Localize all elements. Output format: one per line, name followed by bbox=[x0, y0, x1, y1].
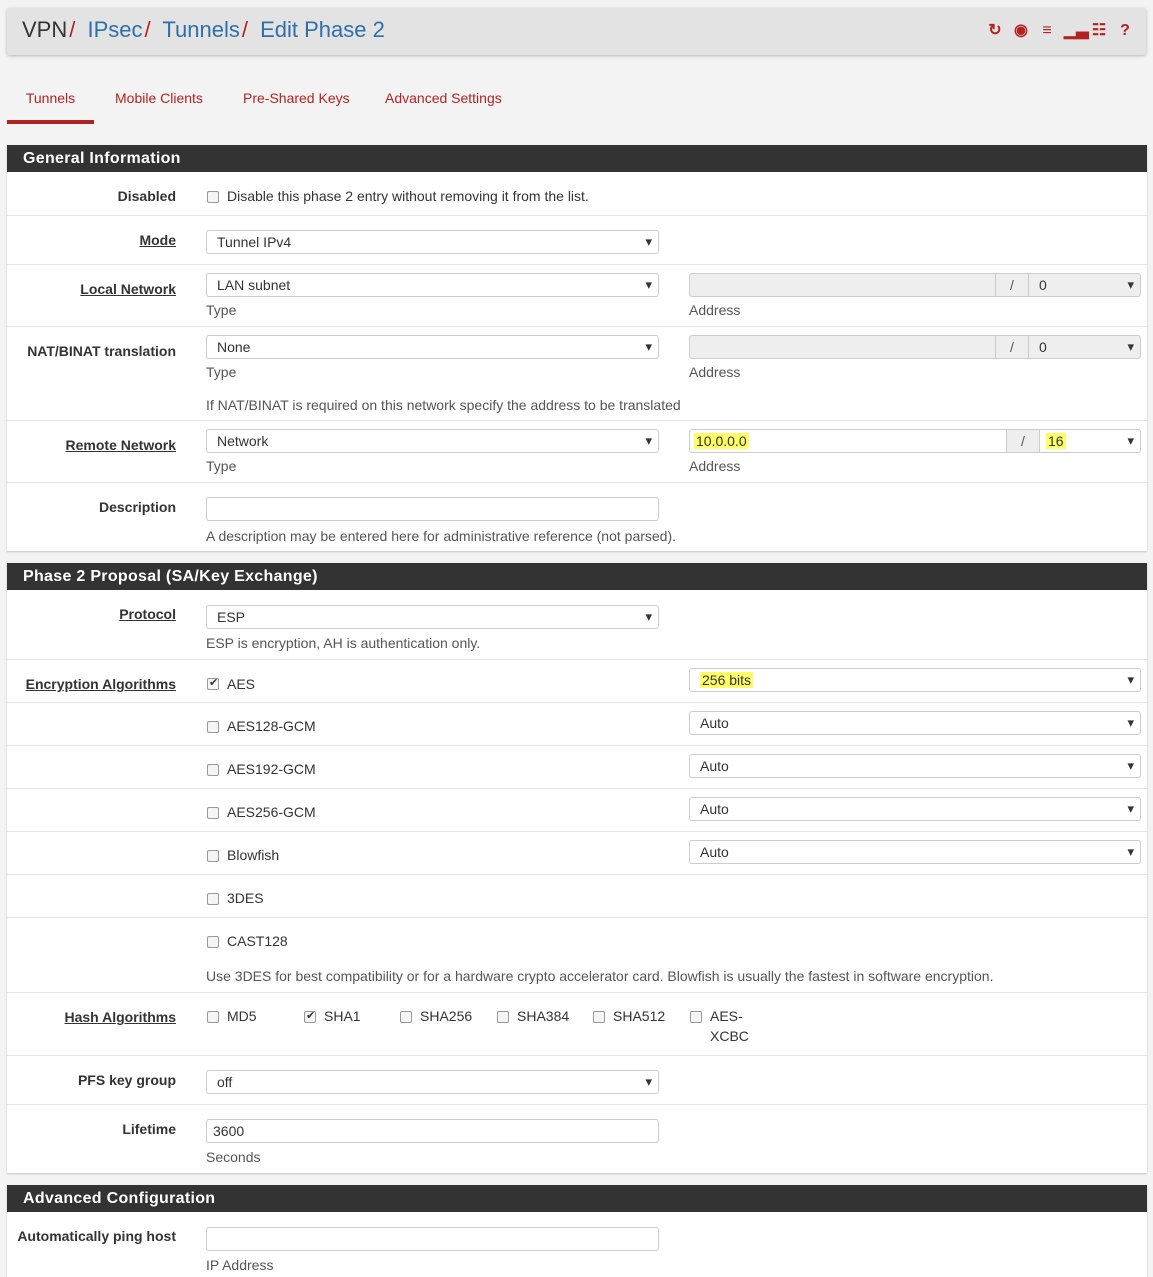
remote-type-help: Type bbox=[206, 458, 237, 474]
nat-address-group bbox=[689, 335, 1141, 359]
remote-address-help: Address bbox=[689, 458, 741, 474]
log-icon[interactable]: ☷ bbox=[1091, 22, 1107, 39]
disabled-label: Disabled bbox=[117, 188, 176, 204]
general-information-title: General Information bbox=[7, 145, 1147, 172]
aes256gcm-checkbox[interactable] bbox=[207, 807, 219, 819]
local-network-label: Local Network bbox=[80, 281, 176, 297]
phase2-proposal-title: Phase 2 Proposal (SA/Key Exchange) bbox=[7, 563, 1147, 590]
aes-xcbc-checkbox[interactable] bbox=[690, 1011, 702, 1023]
tab-tunnels[interactable]: Tunnels bbox=[7, 75, 94, 124]
enc-row-cast128 bbox=[7, 917, 1147, 992]
chart-icon[interactable]: ▁▃ bbox=[1064, 22, 1089, 39]
nat-type-select[interactable]: None ▾ bbox=[206, 335, 659, 359]
nat-slash: / bbox=[996, 335, 1028, 359]
local-mask-select: 0 ▾ bbox=[1028, 273, 1141, 297]
stop-icon[interactable]: ◉ bbox=[1014, 22, 1028, 39]
description-row bbox=[7, 482, 1147, 551]
aes256gcm-keylen-select[interactable]: Auto ▾ bbox=[689, 797, 1141, 821]
aes-keylen-value: 256 bits bbox=[702, 672, 752, 688]
3des-label: 3DES bbox=[227, 890, 264, 906]
local-address-input bbox=[689, 273, 996, 297]
protocol-label: Protocol bbox=[119, 606, 176, 622]
pfs-select[interactable]: off ▾ bbox=[206, 1070, 659, 1094]
tab-mobile-clients[interactable]: Mobile Clients bbox=[115, 90, 203, 106]
reload-icon[interactable]: ↻ bbox=[988, 22, 1002, 39]
md5-checkbox[interactable] bbox=[207, 1011, 219, 1023]
aes128gcm-checkbox[interactable] bbox=[207, 721, 219, 733]
breadcrumb-vpn: VPN bbox=[22, 17, 68, 42]
advanced-configuration-panel bbox=[7, 1185, 1147, 1277]
aes256gcm-label: AES256-GCM bbox=[227, 804, 316, 820]
local-address-help: Address bbox=[689, 302, 741, 318]
local-address-group bbox=[689, 273, 1141, 297]
blowfish-label: Blowfish bbox=[227, 847, 280, 863]
protocol-help: ESP is encryption, AH is authentication only. bbox=[206, 635, 481, 651]
remote-network-label: Remote Network bbox=[65, 437, 176, 453]
disabled-text: Disable this phase 2 entry without removing it from the list. bbox=[227, 188, 589, 204]
description-input[interactable] bbox=[206, 497, 659, 521]
settings-sliders-icon[interactable]: ≡ bbox=[1042, 22, 1052, 39]
cast128-checkbox[interactable] bbox=[207, 936, 219, 948]
lifetime-row bbox=[7, 1104, 1147, 1173]
breadcrumb-ipsec[interactable]: IPsec bbox=[87, 17, 143, 42]
description-help: A description may be entered here for administrative reference (not parsed). bbox=[206, 528, 677, 544]
remote-network-type-select[interactable]: Network ▾ bbox=[206, 429, 659, 453]
aes192gcm-label: AES192-GCM bbox=[227, 761, 316, 777]
ping-host-label: Automatically ping host bbox=[17, 1228, 176, 1244]
enc-row-aes192gcm bbox=[7, 745, 1147, 788]
hash-algorithms-label: Hash Algorithms bbox=[64, 1009, 176, 1025]
aes-xcbc-label: AES- bbox=[710, 1008, 743, 1024]
help-icon[interactable]: ? bbox=[1120, 22, 1130, 39]
enc-row-aes bbox=[7, 659, 1147, 702]
aes-label: AES bbox=[227, 676, 256, 692]
blowfish-checkbox[interactable] bbox=[207, 850, 219, 862]
disabled-row bbox=[7, 172, 1147, 215]
sha384-label: SHA384 bbox=[517, 1008, 570, 1024]
remote-address-group bbox=[689, 429, 1141, 453]
blowfish-keylen-select[interactable]: Auto ▾ bbox=[689, 840, 1141, 864]
aes-xcbc-label-2: XCBC bbox=[710, 1028, 749, 1044]
remote-mask-select[interactable] bbox=[1039, 429, 1141, 453]
sha1-checkbox[interactable] bbox=[304, 1011, 316, 1023]
page-title[interactable]: Edit Phase 2 bbox=[260, 17, 385, 42]
cast128-label: CAST128 bbox=[227, 933, 288, 949]
nat-label: NAT/BINAT translation bbox=[27, 343, 176, 359]
local-network-type-select[interactable]: LAN subnet ▾ bbox=[206, 273, 659, 297]
sha384-checkbox[interactable] bbox=[497, 1011, 509, 1023]
md5-label: MD5 bbox=[227, 1008, 257, 1024]
mode-select[interactable]: Tunnel IPv4 ▾ bbox=[206, 230, 659, 254]
aes128gcm-keylen-select[interactable]: Auto ▾ bbox=[689, 711, 1141, 735]
aes192gcm-keylen-select[interactable]: Auto ▾ bbox=[689, 754, 1141, 778]
pfs-label: PFS key group bbox=[77, 1072, 176, 1088]
sha256-label: SHA256 bbox=[420, 1008, 473, 1024]
aes192gcm-checkbox[interactable] bbox=[207, 764, 219, 776]
enc-row-aes256gcm bbox=[7, 788, 1147, 831]
protocol-select[interactable]: ESP ▾ bbox=[206, 605, 659, 629]
ping-host-row bbox=[7, 1212, 1147, 1277]
remote-address-input[interactable] bbox=[689, 429, 1007, 453]
encryption-help: Use 3DES for best compatibility or for a hardware crypto accelerator card. Blowfish is usually the fastest in software encryption. bbox=[206, 968, 994, 984]
nat-mask-select: 0 ▾ bbox=[1028, 335, 1141, 359]
lifetime-label: Lifetime bbox=[122, 1121, 176, 1137]
pfs-row bbox=[7, 1055, 1147, 1104]
sha512-checkbox[interactable] bbox=[593, 1011, 605, 1023]
lifetime-input[interactable]: 3600 bbox=[206, 1119, 659, 1143]
enc-row-blowfish bbox=[7, 831, 1147, 874]
mode-row bbox=[7, 215, 1147, 264]
breadcrumb: VPN/ IPsec/ Tunnels/ Edit Phase 2 ↻ ◉ ≡ ▁▃ ☷ ? bbox=[7, 8, 1146, 55]
sha512-label: SHA512 bbox=[613, 1008, 666, 1024]
local-slash: / bbox=[996, 273, 1028, 297]
encryption-algorithms-label: Encryption Algorithms bbox=[25, 676, 176, 692]
description-label: Description bbox=[98, 499, 176, 515]
remote-network-row bbox=[7, 420, 1147, 482]
nat-help: If NAT/BINAT is required on this network specify the address to be translated bbox=[206, 397, 681, 413]
local-network-row bbox=[7, 264, 1147, 326]
lifetime-help: Seconds bbox=[206, 1149, 261, 1165]
aes128gcm-label: AES128-GCM bbox=[227, 718, 316, 734]
enc-row-3des bbox=[7, 874, 1147, 917]
disabled-checkbox[interactable] bbox=[207, 191, 219, 203]
advanced-configuration-title: Advanced Configuration bbox=[7, 1185, 1147, 1212]
3des-checkbox[interactable] bbox=[207, 893, 219, 905]
remote-address-value: 10.0.0.0 bbox=[696, 433, 747, 449]
sha1-label: SHA1 bbox=[324, 1008, 361, 1024]
nat-address-help: Address bbox=[689, 364, 741, 380]
breadcrumb-tunnels[interactable]: Tunnels bbox=[162, 17, 240, 42]
ping-host-help: IP Address bbox=[206, 1257, 274, 1273]
general-information-panel bbox=[7, 145, 1147, 551]
tab-pre-shared-keys[interactable]: Pre-Shared Keys bbox=[243, 90, 350, 106]
protocol-row bbox=[7, 590, 1147, 659]
nat-address-input bbox=[689, 335, 996, 359]
nat-type-help: Type bbox=[206, 364, 237, 380]
nat-row bbox=[7, 326, 1147, 420]
tab-advanced-settings[interactable]: Advanced Settings bbox=[385, 90, 502, 106]
hash-algorithms-row bbox=[7, 992, 1147, 1055]
ping-host-input[interactable] bbox=[206, 1227, 659, 1251]
enc-row-aes128gcm bbox=[7, 702, 1147, 745]
phase2-proposal-panel bbox=[7, 563, 1147, 1173]
remote-mask-value: 16 bbox=[1048, 433, 1064, 449]
remote-slash: / bbox=[1007, 429, 1039, 453]
aes-checkbox[interactable] bbox=[207, 678, 219, 690]
aes-keylen-select[interactable] bbox=[689, 668, 1141, 692]
sha256-checkbox[interactable] bbox=[400, 1011, 412, 1023]
mode-label: Mode bbox=[139, 232, 176, 248]
local-type-help: Type bbox=[206, 302, 237, 318]
